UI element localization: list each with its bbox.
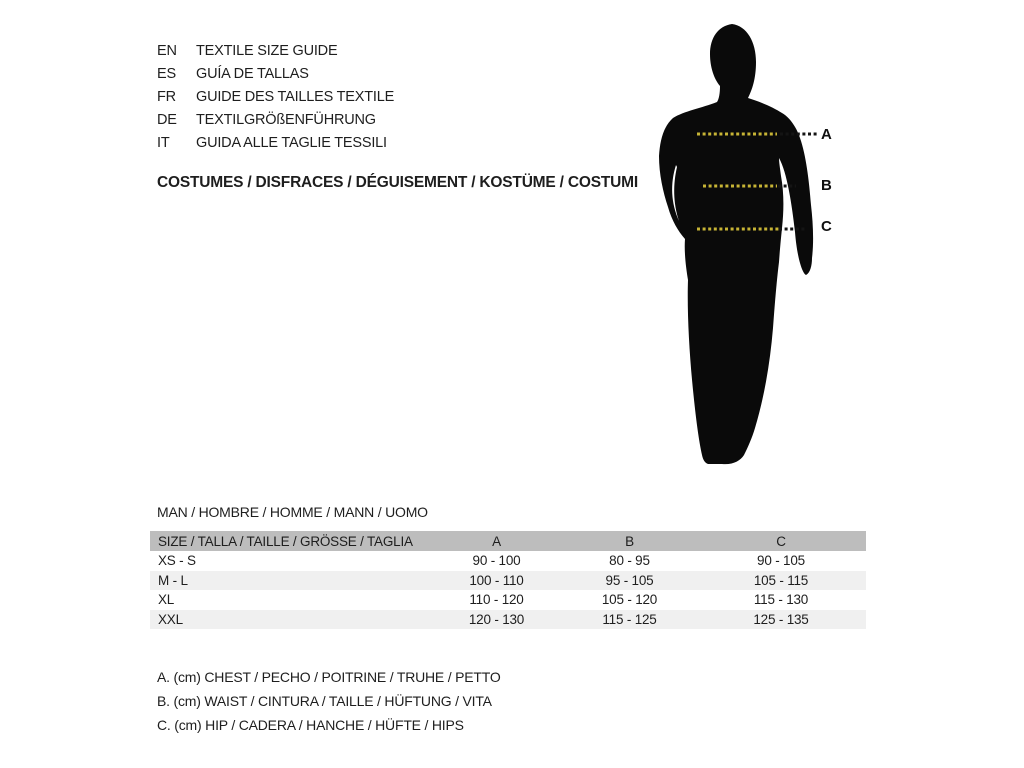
legend-line-waist: B. (cm) WAIST / CINTURA / TAILLE / HÜFTUNG / VITA bbox=[157, 693, 492, 709]
size-cell: XXL bbox=[158, 611, 183, 627]
size-cell: XL bbox=[158, 592, 175, 608]
language-row-de bbox=[157, 109, 394, 132]
table-row bbox=[150, 590, 866, 610]
man-figure bbox=[640, 0, 860, 490]
table-row bbox=[150, 571, 866, 591]
language-code: IT bbox=[157, 135, 170, 151]
language-title: GUIDA ALLE TAGLIE TESSILI bbox=[196, 135, 387, 151]
value-cell-a: 110 - 120 bbox=[469, 592, 524, 608]
size-cell: M - L bbox=[158, 572, 188, 588]
category-title: COSTUMES / DISFRACES / DÉGUISEMENT / KOSTÜME / COSTUMI bbox=[157, 174, 638, 191]
value-cell-c: 115 - 130 bbox=[753, 592, 809, 608]
man-silhouette bbox=[659, 24, 813, 464]
measurement-legend bbox=[157, 665, 501, 737]
language-code: DE bbox=[157, 112, 177, 128]
column-header-c: C bbox=[776, 533, 786, 549]
language-list bbox=[157, 40, 394, 155]
size-column-header: SIZE / TALLA / TAILLE / GRÖSSE / TAGLIA bbox=[158, 533, 413, 549]
marker-label-a: A bbox=[821, 126, 832, 143]
table-group-title: MAN / HOMBRE / HOMME / MANN / UOMO bbox=[157, 504, 428, 520]
column-header-a: A bbox=[492, 533, 501, 549]
size-cell: XS - S bbox=[158, 553, 196, 569]
marker-label-b: B bbox=[821, 177, 832, 194]
value-cell-c: 105 - 115 bbox=[753, 572, 809, 588]
value-cell-b: 95 - 105 bbox=[605, 572, 654, 588]
legend-line-chest: A. (cm) CHEST / PECHO / POITRINE / TRUHE / PETTO bbox=[157, 669, 501, 685]
language-row-it bbox=[157, 132, 394, 155]
value-cell-a: 100 - 110 bbox=[469, 572, 524, 588]
language-code: EN bbox=[157, 43, 177, 59]
language-row-en bbox=[157, 40, 394, 63]
man-silhouette-figure bbox=[640, 0, 860, 490]
value-cell-c: 90 - 105 bbox=[757, 553, 805, 569]
language-row-es bbox=[157, 63, 394, 86]
table-row bbox=[150, 551, 866, 571]
language-title: TEXTILGRÖßENFÜHRUNG bbox=[196, 112, 376, 128]
language-title: GUIDE DES TAILLES TEXTILE bbox=[196, 89, 395, 105]
size-table bbox=[150, 531, 866, 629]
language-title: TEXTILE SIZE GUIDE bbox=[196, 43, 338, 59]
value-cell-b: 115 - 125 bbox=[602, 611, 657, 627]
value-cell-a: 90 - 100 bbox=[472, 553, 521, 569]
value-cell-b: 80 - 95 bbox=[609, 553, 650, 569]
legend-line-hip: C. (cm) HIP / CADERA / HANCHE / HÜFTE / HIPS bbox=[157, 717, 464, 733]
language-title: GUÍA DE TALLAS bbox=[196, 66, 309, 82]
table-row bbox=[150, 610, 866, 630]
column-header-b: B bbox=[625, 533, 634, 549]
size-table-header-row bbox=[150, 531, 866, 551]
language-row-fr bbox=[157, 86, 394, 109]
language-code: ES bbox=[157, 66, 176, 82]
marker-label-c: C bbox=[821, 218, 832, 235]
value-cell-b: 105 - 120 bbox=[601, 592, 658, 608]
value-cell-a: 120 - 130 bbox=[468, 611, 525, 627]
language-code: FR bbox=[157, 89, 176, 105]
value-cell-c: 125 - 135 bbox=[753, 611, 809, 627]
